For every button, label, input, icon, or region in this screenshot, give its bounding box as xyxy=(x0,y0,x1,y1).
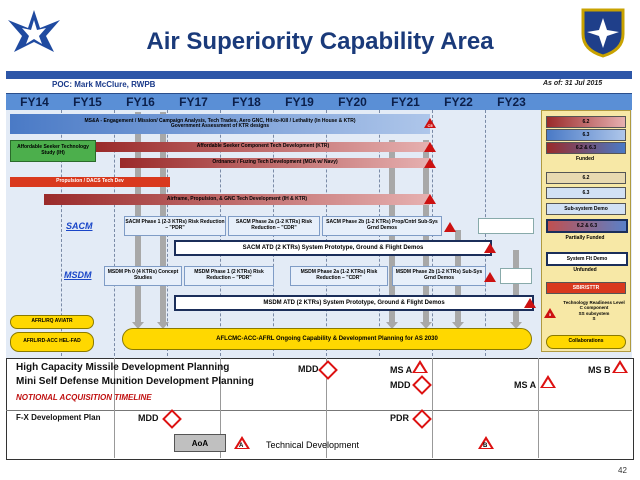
legend-trl-number: 5 xyxy=(548,312,552,317)
msdm-phase2b: MSDM Phase 2b (1-2 KTRs) Sub-Sys Grnd Demos xyxy=(392,266,486,286)
msdm-label: MSDM xyxy=(64,270,92,280)
acquisition-grid-line xyxy=(432,358,433,458)
aoa-box: AoA xyxy=(174,434,226,452)
msdm-plan: Mini Self Defense Munition Development Planning xyxy=(16,376,254,387)
year-label: FY23 xyxy=(497,95,526,109)
ongoing-planning-pill: AFLCMC-ACC-AFRL Ongoing Capability & Development Planning for AS 2030 xyxy=(122,328,532,350)
propulsion-bar: Propulsion / DACS Tech Dev xyxy=(10,177,170,187)
mdd-label: MDD xyxy=(138,413,159,423)
year-label: FY15 xyxy=(73,95,102,109)
legend-6-2: 6.2 xyxy=(546,116,626,128)
msdm-phase2a: MSDM Phase 2a (1-2 KTRs) Risk Reduction – "CDR" xyxy=(290,266,388,286)
year-label: FY17 xyxy=(179,95,208,109)
trl-label: C5 xyxy=(427,123,433,128)
year-label: FY22 xyxy=(444,95,473,109)
page-title: Air Superiority Capability Area xyxy=(146,28,494,55)
msdm-phase0: MSDM Ph 0 (4 KTRs) Concept Studies xyxy=(104,266,182,286)
msa-bar-sublabel: Government Assessment of KTR designs xyxy=(170,123,270,129)
ms-a-label: MS A xyxy=(390,365,413,375)
hel-pill: AFRL/RD-ACC HEL-FAD xyxy=(10,332,94,352)
ms-a-triangle-inner xyxy=(415,364,425,372)
mdd-label: MDD xyxy=(298,364,319,374)
legend-6-3: 6.3 xyxy=(546,129,626,141)
poc-text: POC: Mark McClure, RWPB xyxy=(52,80,156,89)
msa-bar-label: MS&A - Engagement / Mission/ Campaign Analysis, Tech Trades, Aero GNC, Hit-to-Kill / Lethality (In House & KTR) xyxy=(84,117,356,124)
trl-triangle xyxy=(484,243,496,253)
trl-triangle xyxy=(444,222,456,232)
as-of-text: As of: 31 Jul 2015 xyxy=(543,80,603,87)
trl-triangle xyxy=(424,194,436,204)
milestone-a-letter: A xyxy=(239,443,244,449)
msdm-concept-image xyxy=(500,268,532,284)
acquisition-grid-line xyxy=(114,358,115,458)
seeker-dev-bar: Affordable Seeker Component Tech Development (KTR) xyxy=(96,142,430,152)
msdm-phase1: MSDM Phase 1 (2 KTRs) Risk Reduction – "PDR" xyxy=(184,266,274,286)
legend-partial-6-3: 6.3 xyxy=(546,187,626,199)
seeker-study-box: Affordable Seeker Technology Study (IH) xyxy=(10,140,96,162)
sacm-concept-image xyxy=(478,218,534,234)
year-label: FY19 xyxy=(285,95,314,109)
ordnance-bar: Ordnance / Fuzing Tech Development (MOA w/ Navy) xyxy=(120,158,430,168)
legend-partial-6-2-6-3: 6.2 & 6.3 xyxy=(546,219,628,233)
airframe-bar: Airframe, Propulsion, & GNC Tech Development (IH & KTR) xyxy=(44,194,430,205)
trl-triangle xyxy=(484,272,496,282)
ms-b-label: MS B xyxy=(588,365,611,375)
legend-unfunded: Unfunded xyxy=(573,267,597,273)
legend-partially-funded: Partially Funded xyxy=(565,235,605,241)
ms-a-label: MS A xyxy=(514,380,537,390)
legend-funded: Funded xyxy=(575,156,595,162)
trl-triangle xyxy=(424,158,436,168)
sacm-label: SACM xyxy=(66,221,93,231)
year-label: FY14 xyxy=(20,95,49,109)
sacm-phase2a: SACM Phase 2a (1-2 KTRs) Risk Reduction – "CDR" xyxy=(228,216,320,236)
notional-timeline-label: NOTIONAL ACQUISITION TIMELINE xyxy=(16,393,152,402)
flow-arrow xyxy=(513,250,519,322)
title-band xyxy=(6,71,632,79)
legend-6-2-6-3: 6.2 & 6.3 xyxy=(546,142,626,154)
year-label: FY21 xyxy=(391,95,420,109)
legend-collaborations: Collaborations xyxy=(546,335,626,349)
legend-partial-6-2: 6.2 xyxy=(546,172,626,184)
msa-bar xyxy=(10,114,430,134)
trl-triangle xyxy=(424,142,436,152)
high-capacity-plan: High Capacity Missile Development Planning xyxy=(16,362,230,373)
year-label: FY16 xyxy=(126,95,155,109)
ms-a-triangle-inner xyxy=(543,379,553,387)
msdm-atd-box: MSDM ATD (2 KTRs) System Prototype, Ground & Flight Demos xyxy=(174,295,534,311)
milestone-b-letter: B xyxy=(483,443,488,449)
legend-system-flt-demo: System Flt Demo xyxy=(546,252,628,266)
technical-development-label: Technical Development xyxy=(266,440,360,450)
mdd-label: MDD xyxy=(390,380,411,390)
trl-triangle xyxy=(524,298,536,308)
page-number: 42 xyxy=(618,466,627,475)
sacm-atd-box: SACM ATD (2 KTRs) System Prototype, Ground & Flight Demos xyxy=(174,240,492,256)
year-label: FY18 xyxy=(232,95,261,109)
acquisition-grid-line xyxy=(538,358,539,458)
legend-subsystem-demo: Sub-system Demo xyxy=(546,203,626,215)
legend-trl-text: Technology Readiness Level C component SS subsystem S xyxy=(563,300,625,322)
legend-sbir-sttr: SBIR/STTR xyxy=(546,282,626,294)
pdr-label: PDR xyxy=(390,413,410,423)
ms-b-triangle-inner xyxy=(615,364,625,372)
sacm-phase2b: SACM Phase 2b (1-2 KTRs) Prop/Cntrl Sub-Sys Grnd Demos xyxy=(322,216,442,236)
aviatr-pill: AFRL/RQ AVIATR xyxy=(10,315,94,329)
fx-plan: F-X Development Plan xyxy=(16,413,101,422)
year-label: FY20 xyxy=(338,95,367,109)
sacm-phase1: SACM Phase 1 (2-3 KTRs) Risk Reduction – "PDR" xyxy=(124,216,226,236)
